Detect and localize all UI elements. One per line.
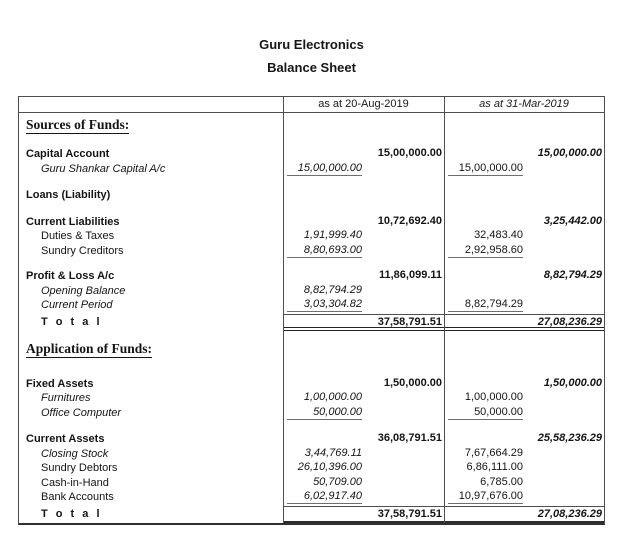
- table-row: [19, 432, 604, 447]
- col2-sub-amount: 6,86,111.00: [466, 461, 523, 473]
- particulars-group-label: Fixed Assets: [26, 377, 94, 390]
- table-row: [19, 215, 604, 230]
- section-heading: Application of Funds:: [26, 340, 153, 356]
- col1-amount-cell: [283, 269, 444, 284]
- table-row: [19, 284, 604, 299]
- table-body: [19, 113, 604, 523]
- col1-amount-cell: [283, 461, 444, 476]
- company-name: Guru Electronics: [259, 37, 364, 52]
- col2-sub-amount: 7,67,664.29: [464, 446, 523, 459]
- col2-main-amount: 8,82,794.29: [543, 269, 602, 281]
- particulars-ledger-label: Cash-in-Hand: [41, 476, 109, 489]
- col2-main-amount: 3,25,442.00: [543, 214, 602, 227]
- particulars-group-label: Current Liabilities: [26, 215, 120, 228]
- col2-total-amount: 27,08,236.29: [537, 315, 602, 328]
- col2-sub-amount: 10,97,676.00: [448, 490, 523, 504]
- table-header-row: [19, 97, 604, 113]
- table-row: [19, 476, 604, 491]
- total-col1-cell: [283, 315, 444, 327]
- col2-sub-amount: 2,92,958.60: [448, 244, 523, 258]
- col1-sub-amount: 8,82,794.29: [303, 283, 362, 296]
- particulars-group-label: Current Assets: [26, 433, 105, 445]
- section-row: [19, 113, 604, 139]
- col1-sub-amount: 3,44,769.11: [304, 446, 362, 459]
- column-header-particulars: [19, 97, 283, 112]
- particulars-ledger-label: Office Computer: [41, 406, 122, 419]
- col1-amount-cell: [283, 162, 444, 177]
- table-row: [19, 147, 604, 162]
- particulars-ledger-label: Closing Stock: [41, 447, 109, 460]
- col2-amount-cell: [444, 476, 604, 491]
- col2-amount-cell: [444, 377, 604, 392]
- col1-amount-cell: [283, 284, 444, 299]
- column-divider-1: [283, 97, 284, 523]
- particulars-group-label: Capital Account: [26, 148, 110, 160]
- col1-amount-cell: [283, 244, 444, 259]
- table-row: [19, 461, 604, 476]
- particulars-ledger-label: Guru Shankar Capital A/c: [41, 162, 166, 175]
- col2-sub-amount: 6,785.00: [480, 475, 523, 488]
- section-row: [19, 331, 604, 357]
- col2-main-amount: 1,50,000.00: [543, 376, 602, 389]
- col1-amount-cell: [283, 476, 444, 491]
- col2-amount-cell: [444, 188, 604, 203]
- particulars-ledger-label: Duties & Taxes: [41, 230, 115, 242]
- col2-sub-amount: 32,483.40: [474, 229, 523, 241]
- balance-sheet-table: [18, 96, 605, 525]
- col2-sub-amount: 15,00,000.00: [448, 162, 523, 176]
- total-row: [19, 314, 604, 331]
- particulars-ledger-label: Current Period: [41, 299, 113, 311]
- col1-main-amount: 36,08,791.51: [377, 432, 442, 444]
- col2-main-amount: 25,58,236.29: [537, 432, 602, 444]
- total-label: T o t a l: [41, 315, 102, 328]
- particulars-ledger-label: Opening Balance: [41, 284, 126, 297]
- col2-amount-cell: [444, 284, 604, 299]
- column-header-current-period: as at 20-Aug-2019: [318, 98, 409, 110]
- col1-amount-cell: [283, 432, 444, 447]
- col1-sub-amount: 1,91,999.40: [303, 229, 362, 241]
- col1-sub-amount: 50,709.00: [313, 475, 362, 488]
- col2-total-amount: 27,08,236.29: [537, 507, 602, 520]
- col1-main-amount: 1,50,000.00: [383, 376, 442, 389]
- column-header-previous-period: as at 31-Mar-2019: [479, 98, 569, 110]
- particulars-ledger-label: Bank Accounts: [41, 491, 114, 503]
- col2-sub-amount: 1,00,000.00: [464, 391, 523, 403]
- col2-main-amount: 15,00,000.00: [537, 147, 602, 159]
- particulars-ledger-label: Sundry Creditors: [41, 244, 124, 257]
- table-row: [19, 269, 604, 284]
- col2-amount-cell: [444, 490, 604, 505]
- col1-sub-amount: 6,02,917.40: [287, 490, 362, 504]
- col2-amount-cell: [444, 432, 604, 447]
- col1-amount-cell: [283, 215, 444, 230]
- col2-amount-cell: [444, 215, 604, 230]
- col1-sub-amount: 50,000.00: [287, 406, 362, 420]
- total-row: [19, 506, 604, 523]
- table-row: [19, 447, 604, 462]
- table-row: [19, 229, 604, 244]
- total-col2-cell: [444, 315, 604, 327]
- col1-total-amount: 37,58,791.51: [377, 315, 442, 328]
- col2-amount-cell: [444, 298, 604, 313]
- section-heading: Sources of Funds:: [26, 117, 130, 132]
- column-divider-2: [444, 97, 445, 523]
- col2-amount-cell: [444, 162, 604, 177]
- col1-amount-cell: [283, 147, 444, 162]
- col1-sub-amount: 1,00,000.00: [303, 391, 362, 403]
- total-col2-cell: [444, 507, 604, 521]
- col1-main-amount: 15,00,000.00: [377, 147, 442, 159]
- col1-amount-cell: [283, 377, 444, 392]
- total-label: T o t a l: [41, 507, 102, 520]
- col2-amount-cell: [444, 461, 604, 476]
- col2-amount-cell: [444, 147, 604, 162]
- table-row: [19, 406, 604, 421]
- col1-amount-cell: [283, 229, 444, 244]
- particulars-group-label: Profit & Loss A/c: [26, 270, 115, 282]
- col2-amount-cell: [444, 244, 604, 259]
- col1-amount-cell: [283, 406, 444, 421]
- col2-amount-cell: [444, 447, 604, 462]
- col1-main-amount: 10,72,692.40: [377, 214, 442, 227]
- col1-amount-cell: [283, 188, 444, 203]
- col2-sub-amount: 50,000.00: [448, 406, 523, 420]
- col1-amount-cell: [283, 298, 444, 313]
- col1-sub-amount: 3,03,304.82: [287, 298, 362, 312]
- col2-amount-cell: [444, 269, 604, 284]
- col1-sub-amount: 15,00,000.00: [287, 162, 362, 176]
- table-row: [19, 244, 604, 259]
- col1-amount-cell: [283, 391, 444, 406]
- col1-total-amount: 37,58,791.51: [377, 507, 442, 520]
- particulars-group-label: Loans (Liability): [26, 189, 111, 201]
- col2-amount-cell: [444, 406, 604, 421]
- col1-amount-cell: [283, 490, 444, 505]
- table-row: [19, 188, 604, 203]
- col2-amount-cell: [444, 229, 604, 244]
- col1-main-amount: 11,86,099.11: [378, 269, 442, 281]
- col1-sub-amount: 26,10,396.00: [297, 461, 362, 473]
- col2-sub-amount: 8,82,794.29: [448, 298, 523, 312]
- particulars-ledger-label: Sundry Debtors: [41, 462, 118, 474]
- table-row: [19, 377, 604, 392]
- table-row: [19, 391, 604, 406]
- table-row: [19, 162, 604, 177]
- table-row: [19, 298, 604, 313]
- total-col1-cell: [283, 507, 444, 521]
- report-title: Balance Sheet: [267, 60, 356, 75]
- col1-sub-amount: 8,80,693.00: [287, 244, 362, 258]
- table-row: [19, 490, 604, 505]
- particulars-ledger-label: Furnitures: [41, 392, 91, 404]
- col2-amount-cell: [444, 391, 604, 406]
- col1-amount-cell: [283, 447, 444, 462]
